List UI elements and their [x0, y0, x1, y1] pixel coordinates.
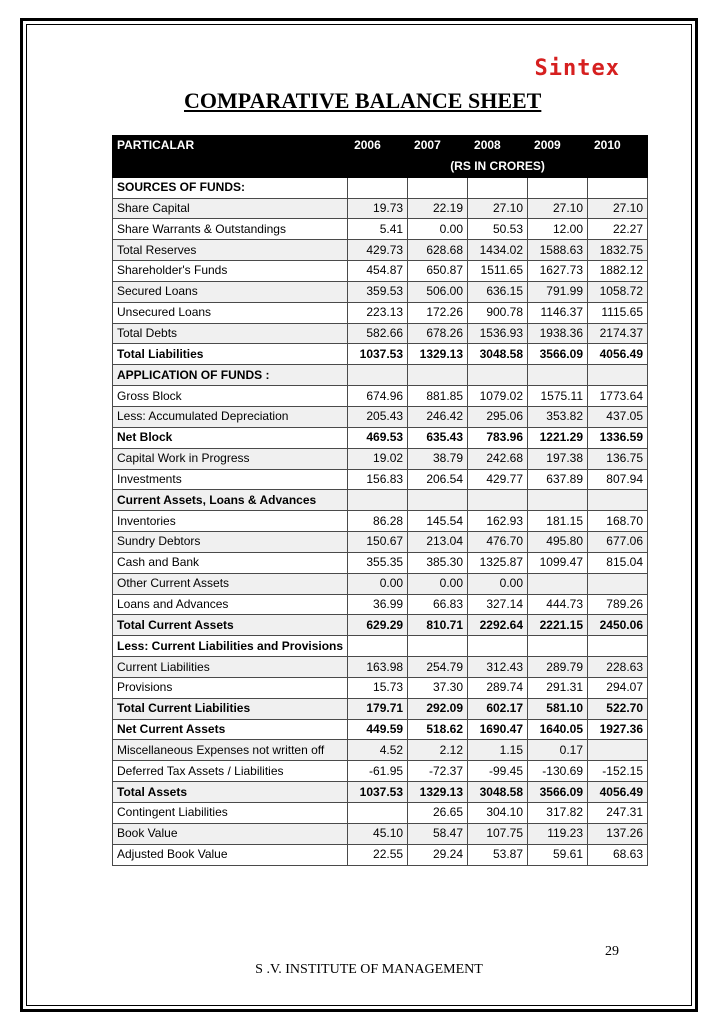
row-value-2006: [348, 365, 408, 386]
row-label: Gross Block: [113, 386, 348, 407]
row-value-2007: 1329.13: [408, 782, 468, 803]
row-label: Unsecured Loans: [113, 302, 348, 323]
row-value-2007: 66.83: [408, 594, 468, 615]
row-value-2009: [528, 365, 588, 386]
row-value-2009: 2221.15: [528, 615, 588, 636]
row-value-2007: 26.65: [408, 803, 468, 824]
row-value-2007: 650.87: [408, 261, 468, 282]
table-row: [113, 490, 648, 511]
row-value-2010: [588, 365, 648, 386]
row-value-2010: 247.31: [588, 803, 648, 824]
row-value-2007: 0.00: [408, 573, 468, 594]
page-title: COMPARATIVE BALANCE SHEET: [184, 88, 542, 113]
row-value-2006: 449.59: [348, 719, 408, 740]
row-value-2007: 37.30: [408, 677, 468, 698]
row-label: Total Current Assets: [113, 615, 348, 636]
row-value-2007: 881.85: [408, 386, 468, 407]
row-label: SOURCES OF FUNDS:: [113, 177, 348, 198]
row-label: APPLICATION OF FUNDS :: [113, 365, 348, 386]
row-value-2006: 19.73: [348, 198, 408, 219]
header-year-2006: 2006: [348, 136, 408, 157]
row-value-2010: 789.26: [588, 594, 648, 615]
row-value-2008: 289.74: [468, 677, 528, 698]
row-value-2006: 359.53: [348, 281, 408, 302]
table-row: [113, 219, 648, 240]
row-value-2010: 1927.36: [588, 719, 648, 740]
table-row: [113, 615, 648, 636]
row-value-2010: 168.70: [588, 511, 648, 532]
row-value-2010: 4056.49: [588, 782, 648, 803]
row-value-2010: 2450.06: [588, 615, 648, 636]
row-value-2008: 50.53: [468, 219, 528, 240]
row-value-2007: 145.54: [408, 511, 468, 532]
unit-label: (RS IN CRORES): [348, 156, 648, 177]
row-value-2010: 1832.75: [588, 240, 648, 261]
row-value-2006: 205.43: [348, 406, 408, 427]
row-value-2008: [468, 177, 528, 198]
row-value-2009: 317.82: [528, 803, 588, 824]
row-value-2009: 1627.73: [528, 261, 588, 282]
row-value-2009: 3566.09: [528, 344, 588, 365]
row-value-2007: 292.09: [408, 698, 468, 719]
row-value-2010: 2174.37: [588, 323, 648, 344]
row-value-2006: 1037.53: [348, 782, 408, 803]
row-value-2007: 678.26: [408, 323, 468, 344]
row-label: Sundry Debtors: [113, 532, 348, 553]
row-value-2009: 353.82: [528, 406, 588, 427]
row-value-2009: 581.10: [528, 698, 588, 719]
row-value-2008: 312.43: [468, 657, 528, 678]
row-value-2010: 22.27: [588, 219, 648, 240]
row-value-2008: 783.96: [468, 427, 528, 448]
row-label: Total Current Liabilities: [113, 698, 348, 719]
row-value-2007: [408, 365, 468, 386]
row-value-2008: 900.78: [468, 302, 528, 323]
row-value-2008: 242.68: [468, 448, 528, 469]
table-row: [113, 386, 648, 407]
row-value-2007: 628.68: [408, 240, 468, 261]
row-value-2010: 228.63: [588, 657, 648, 678]
row-value-2010: 27.10: [588, 198, 648, 219]
row-value-2009: 289.79: [528, 657, 588, 678]
row-value-2007: 38.79: [408, 448, 468, 469]
row-value-2008: 1434.02: [468, 240, 528, 261]
row-value-2007: 2.12: [408, 740, 468, 761]
row-value-2009: 3566.09: [528, 782, 588, 803]
row-value-2009: [528, 177, 588, 198]
row-value-2007: 206.54: [408, 469, 468, 490]
row-value-2006: 150.67: [348, 532, 408, 553]
row-label: Total Debts: [113, 323, 348, 344]
row-value-2008: 476.70: [468, 532, 528, 553]
row-label: Contingent Liabilities: [113, 803, 348, 824]
row-value-2006: 19.02: [348, 448, 408, 469]
table-row: [113, 365, 648, 386]
row-value-2009: 444.73: [528, 594, 588, 615]
row-label: Less: Accumulated Depreciation: [113, 406, 348, 427]
row-value-2010: 4056.49: [588, 344, 648, 365]
row-label: Total Assets: [113, 782, 348, 803]
table-row: [113, 198, 648, 219]
row-value-2006: 4.52: [348, 740, 408, 761]
row-value-2010: 136.75: [588, 448, 648, 469]
header-year-2009: 2009: [528, 136, 588, 157]
table-row: [113, 677, 648, 698]
row-value-2009: 1588.63: [528, 240, 588, 261]
table-row: [113, 552, 648, 573]
row-value-2007: 29.24: [408, 844, 468, 865]
header-year-2008: 2008: [468, 136, 528, 157]
row-value-2008: 107.75: [468, 823, 528, 844]
row-value-2009: 0.17: [528, 740, 588, 761]
row-value-2006: 179.71: [348, 698, 408, 719]
row-value-2006: 36.99: [348, 594, 408, 615]
row-value-2006: 454.87: [348, 261, 408, 282]
row-value-2010: 1336.59: [588, 427, 648, 448]
row-value-2008: [468, 636, 528, 657]
row-label: Investments: [113, 469, 348, 490]
row-value-2008: 1079.02: [468, 386, 528, 407]
row-value-2006: 5.41: [348, 219, 408, 240]
row-value-2006: 582.66: [348, 323, 408, 344]
table-row: [113, 636, 648, 657]
row-label: Other Current Assets: [113, 573, 348, 594]
table-row: [113, 240, 648, 261]
table-row: [113, 448, 648, 469]
row-value-2009: 1938.36: [528, 323, 588, 344]
row-label: Secured Loans: [113, 281, 348, 302]
row-value-2008: 327.14: [468, 594, 528, 615]
row-value-2007: 810.71: [408, 615, 468, 636]
row-value-2008: 1.15: [468, 740, 528, 761]
row-value-2008: 1325.87: [468, 552, 528, 573]
table-row: [113, 261, 648, 282]
row-value-2009: 27.10: [528, 198, 588, 219]
table-row: [113, 323, 648, 344]
row-label: Inventories: [113, 511, 348, 532]
table-row: [113, 761, 648, 782]
row-value-2009: -130.69: [528, 761, 588, 782]
row-value-2007: [408, 636, 468, 657]
header-year-2007: 2007: [408, 136, 468, 157]
row-label: Net Current Assets: [113, 719, 348, 740]
row-value-2008: -99.45: [468, 761, 528, 782]
row-value-2006: [348, 490, 408, 511]
table-row: [113, 427, 648, 448]
row-label: Share Warrants & Outstandings: [113, 219, 348, 240]
row-value-2006: 629.29: [348, 615, 408, 636]
row-value-2007: [408, 490, 468, 511]
row-value-2007: -72.37: [408, 761, 468, 782]
row-value-2008: 3048.58: [468, 782, 528, 803]
row-value-2008: 53.87: [468, 844, 528, 865]
row-value-2006: 1037.53: [348, 344, 408, 365]
row-label: Deferred Tax Assets / Liabilities: [113, 761, 348, 782]
table-row: [113, 823, 648, 844]
row-value-2010: [588, 177, 648, 198]
table-row: [113, 344, 648, 365]
row-value-2007: 635.43: [408, 427, 468, 448]
row-label: Current Assets, Loans & Advances: [113, 490, 348, 511]
row-value-2010: 1115.65: [588, 302, 648, 323]
row-value-2006: 469.53: [348, 427, 408, 448]
footer-institute: S .V. INSTITUTE OF MANAGEMENT: [255, 962, 483, 977]
row-value-2009: 1221.29: [528, 427, 588, 448]
table-row: [113, 657, 648, 678]
row-value-2009: 1146.37: [528, 302, 588, 323]
row-value-2008: 429.77: [468, 469, 528, 490]
row-value-2006: -61.95: [348, 761, 408, 782]
table-header-row: [113, 136, 648, 157]
row-label: Provisions: [113, 677, 348, 698]
row-value-2007: 385.30: [408, 552, 468, 573]
row-value-2006: [348, 177, 408, 198]
row-value-2006: 429.73: [348, 240, 408, 261]
row-value-2008: 2292.64: [468, 615, 528, 636]
row-value-2010: 1058.72: [588, 281, 648, 302]
row-value-2008: [468, 365, 528, 386]
row-value-2007: 1329.13: [408, 344, 468, 365]
row-label: Book Value: [113, 823, 348, 844]
table-row: [113, 302, 648, 323]
row-value-2008: 27.10: [468, 198, 528, 219]
table-row: [113, 782, 648, 803]
table-unit-row: [113, 156, 648, 177]
balance-sheet-table: [112, 135, 648, 866]
row-value-2008: 1511.65: [468, 261, 528, 282]
row-value-2007: 246.42: [408, 406, 468, 427]
row-value-2009: 291.31: [528, 677, 588, 698]
row-value-2006: 674.96: [348, 386, 408, 407]
row-value-2008: 0.00: [468, 573, 528, 594]
row-value-2009: [528, 636, 588, 657]
row-value-2007: 0.00: [408, 219, 468, 240]
row-value-2007: 172.26: [408, 302, 468, 323]
row-value-2010: [588, 573, 648, 594]
row-value-2008: 295.06: [468, 406, 528, 427]
table-row: [113, 594, 648, 615]
row-value-2006: 163.98: [348, 657, 408, 678]
row-value-2010: 294.07: [588, 677, 648, 698]
table-row: [113, 719, 648, 740]
row-value-2010: 1882.12: [588, 261, 648, 282]
row-value-2007: 213.04: [408, 532, 468, 553]
row-label: Share Capital: [113, 198, 348, 219]
company-logo: Sintex: [534, 56, 620, 81]
row-value-2010: [588, 636, 648, 657]
row-value-2006: 156.83: [348, 469, 408, 490]
row-value-2009: [528, 490, 588, 511]
row-value-2009: 1575.11: [528, 386, 588, 407]
row-label: Loans and Advances: [113, 594, 348, 615]
row-value-2009: 791.99: [528, 281, 588, 302]
row-value-2007: [408, 177, 468, 198]
table-row: [113, 698, 648, 719]
row-value-2006: 45.10: [348, 823, 408, 844]
row-value-2010: 677.06: [588, 532, 648, 553]
row-value-2010: 137.26: [588, 823, 648, 844]
table-row: [113, 469, 648, 490]
row-label: Capital Work in Progress: [113, 448, 348, 469]
row-value-2010: 522.70: [588, 698, 648, 719]
row-value-2006: 223.13: [348, 302, 408, 323]
row-value-2009: 1640.05: [528, 719, 588, 740]
row-label: Total Liabilities: [113, 344, 348, 365]
table-row: [113, 573, 648, 594]
row-value-2009: 637.89: [528, 469, 588, 490]
row-value-2007: 22.19: [408, 198, 468, 219]
row-value-2008: 602.17: [468, 698, 528, 719]
row-value-2010: [588, 740, 648, 761]
row-value-2010: 807.94: [588, 469, 648, 490]
table-row: [113, 511, 648, 532]
row-value-2010: [588, 490, 648, 511]
table-row: [113, 532, 648, 553]
row-value-2008: 304.10: [468, 803, 528, 824]
row-label: Less: Current Liabilities and Provisions: [113, 636, 348, 657]
row-value-2009: 181.15: [528, 511, 588, 532]
row-value-2007: 254.79: [408, 657, 468, 678]
row-label: Adjusted Book Value: [113, 844, 348, 865]
row-value-2008: 1690.47: [468, 719, 528, 740]
table-row: [113, 406, 648, 427]
table-row: [113, 803, 648, 824]
table-row: [113, 844, 648, 865]
row-value-2009: 119.23: [528, 823, 588, 844]
page-number: 29: [605, 944, 619, 959]
row-value-2008: 636.15: [468, 281, 528, 302]
row-value-2008: 3048.58: [468, 344, 528, 365]
row-label: Cash and Bank: [113, 552, 348, 573]
row-value-2007: 518.62: [408, 719, 468, 740]
row-value-2009: 59.61: [528, 844, 588, 865]
row-label: Net Block: [113, 427, 348, 448]
row-value-2006: [348, 803, 408, 824]
row-value-2010: 437.05: [588, 406, 648, 427]
row-value-2007: 58.47: [408, 823, 468, 844]
row-label: Current Liabilities: [113, 657, 348, 678]
row-value-2008: [468, 490, 528, 511]
table-row: [113, 281, 648, 302]
row-value-2010: 1773.64: [588, 386, 648, 407]
unit-row-blank: [113, 156, 348, 177]
row-label: Shareholder's Funds: [113, 261, 348, 282]
table-row: [113, 177, 648, 198]
row-value-2006: 86.28: [348, 511, 408, 532]
row-label: Miscellaneous Expenses not written off: [113, 740, 348, 761]
row-value-2010: -152.15: [588, 761, 648, 782]
row-value-2006: 0.00: [348, 573, 408, 594]
row-value-2006: [348, 636, 408, 657]
row-value-2010: 815.04: [588, 552, 648, 573]
row-value-2006: 15.73: [348, 677, 408, 698]
row-value-2009: 495.80: [528, 532, 588, 553]
row-value-2009: 197.38: [528, 448, 588, 469]
row-value-2006: 22.55: [348, 844, 408, 865]
row-value-2008: 162.93: [468, 511, 528, 532]
row-label: Total Reserves: [113, 240, 348, 261]
row-value-2006: 355.35: [348, 552, 408, 573]
row-value-2010: 68.63: [588, 844, 648, 865]
table-row: [113, 740, 648, 761]
row-value-2009: 1099.47: [528, 552, 588, 573]
header-label: PARTICALAR: [113, 136, 348, 157]
row-value-2009: [528, 573, 588, 594]
header-year-2010: 2010: [588, 136, 648, 157]
row-value-2008: 1536.93: [468, 323, 528, 344]
row-value-2007: 506.00: [408, 281, 468, 302]
row-value-2009: 12.00: [528, 219, 588, 240]
